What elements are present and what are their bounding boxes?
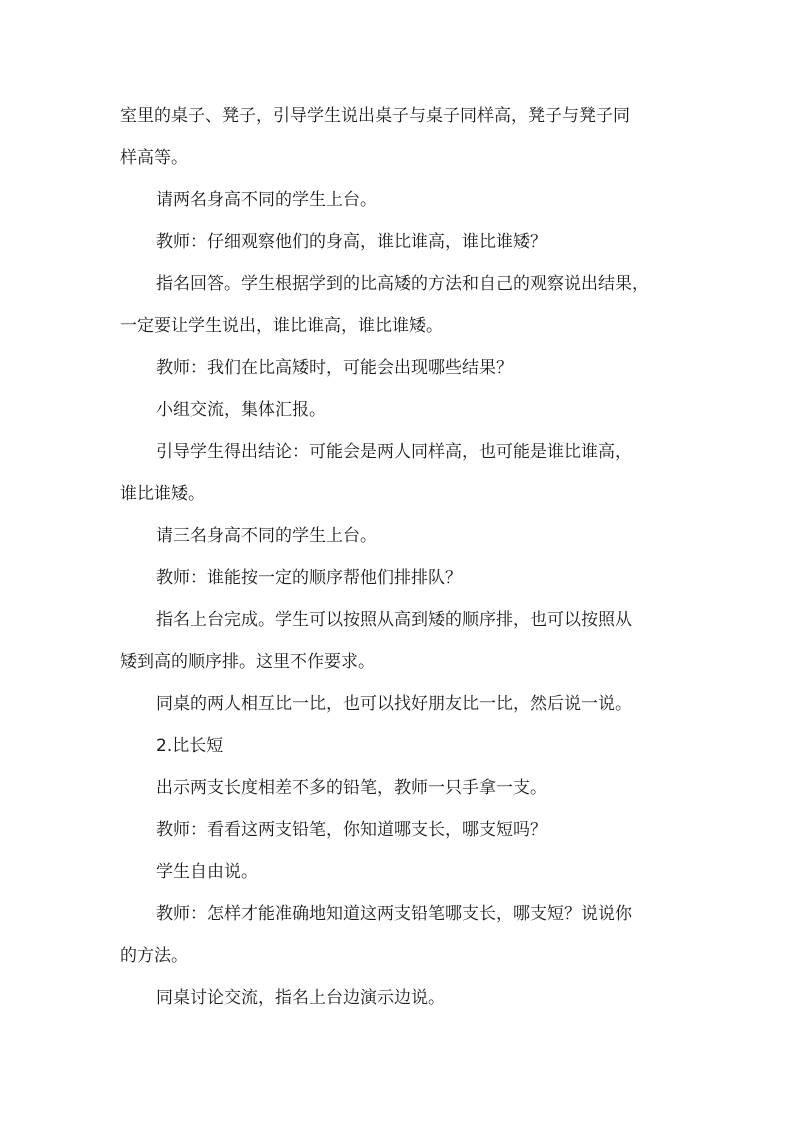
text-line-15: 同桌的两人相互比一比，也可以找好朋友比一比，然后说一说。 [156,694,632,714]
text-line-18: 教师：看看这两支铅笔，你知道哪支长，哪支短吗？ [156,820,547,840]
text-line-10: 谁比谁矮。 [120,484,205,504]
text-line-21: 的方法。 [120,946,188,966]
text-line-2: 样高等。 [120,148,188,168]
text-line-4: 教师：仔细观察他们的身高，谁比谁高，谁比谁矮？ [156,232,547,252]
text-line-17: 出示两支长度相差不多的铅笔，教师一只手拿一支。 [156,778,547,798]
text-line-13: 指名上台完成。学生可以按照从高到矮的顺序排，也可以按照从 [156,610,632,630]
text-line-7: 教师：我们在比高矮时，可能会出现哪些结果？ [156,358,513,378]
text-line-3: 请两名身高不同的学生上台。 [156,190,377,210]
text-line-11: 请三名身高不同的学生上台。 [156,526,377,546]
text-line-9: 引导学生得出结论：可能会是两人同样高，也可能是谁比谁高， [156,442,632,462]
text-line-8: 小组交流，集体汇报。 [156,400,326,420]
text-line-1: 室里的桌子、凳子，引导学生说出桌子与桌子同样高，凳子与凳子同 [120,106,630,126]
section-heading: 2.比长短 [156,736,224,756]
text-line-20: 教师：怎样才能准确地知道这两支铅笔哪支长，哪支短？说说你 [156,904,632,924]
text-line-22: 同桌讨论交流，指名上台边演示边说。 [156,988,445,1008]
text-line-12: 教师：谁能按一定的顺序帮他们排排队？ [156,568,462,588]
text-line-6: 一定要让学生说出，谁比谁高，谁比谁矮。 [120,316,443,336]
text-line-19: 学生自由说。 [156,862,258,882]
text-line-14: 矮到高的顺序排。这里不作要求。 [120,652,375,672]
text-line-5: 指名回答。学生根据学到的比高矮的方法和自己的观察说出结果， [156,274,649,294]
